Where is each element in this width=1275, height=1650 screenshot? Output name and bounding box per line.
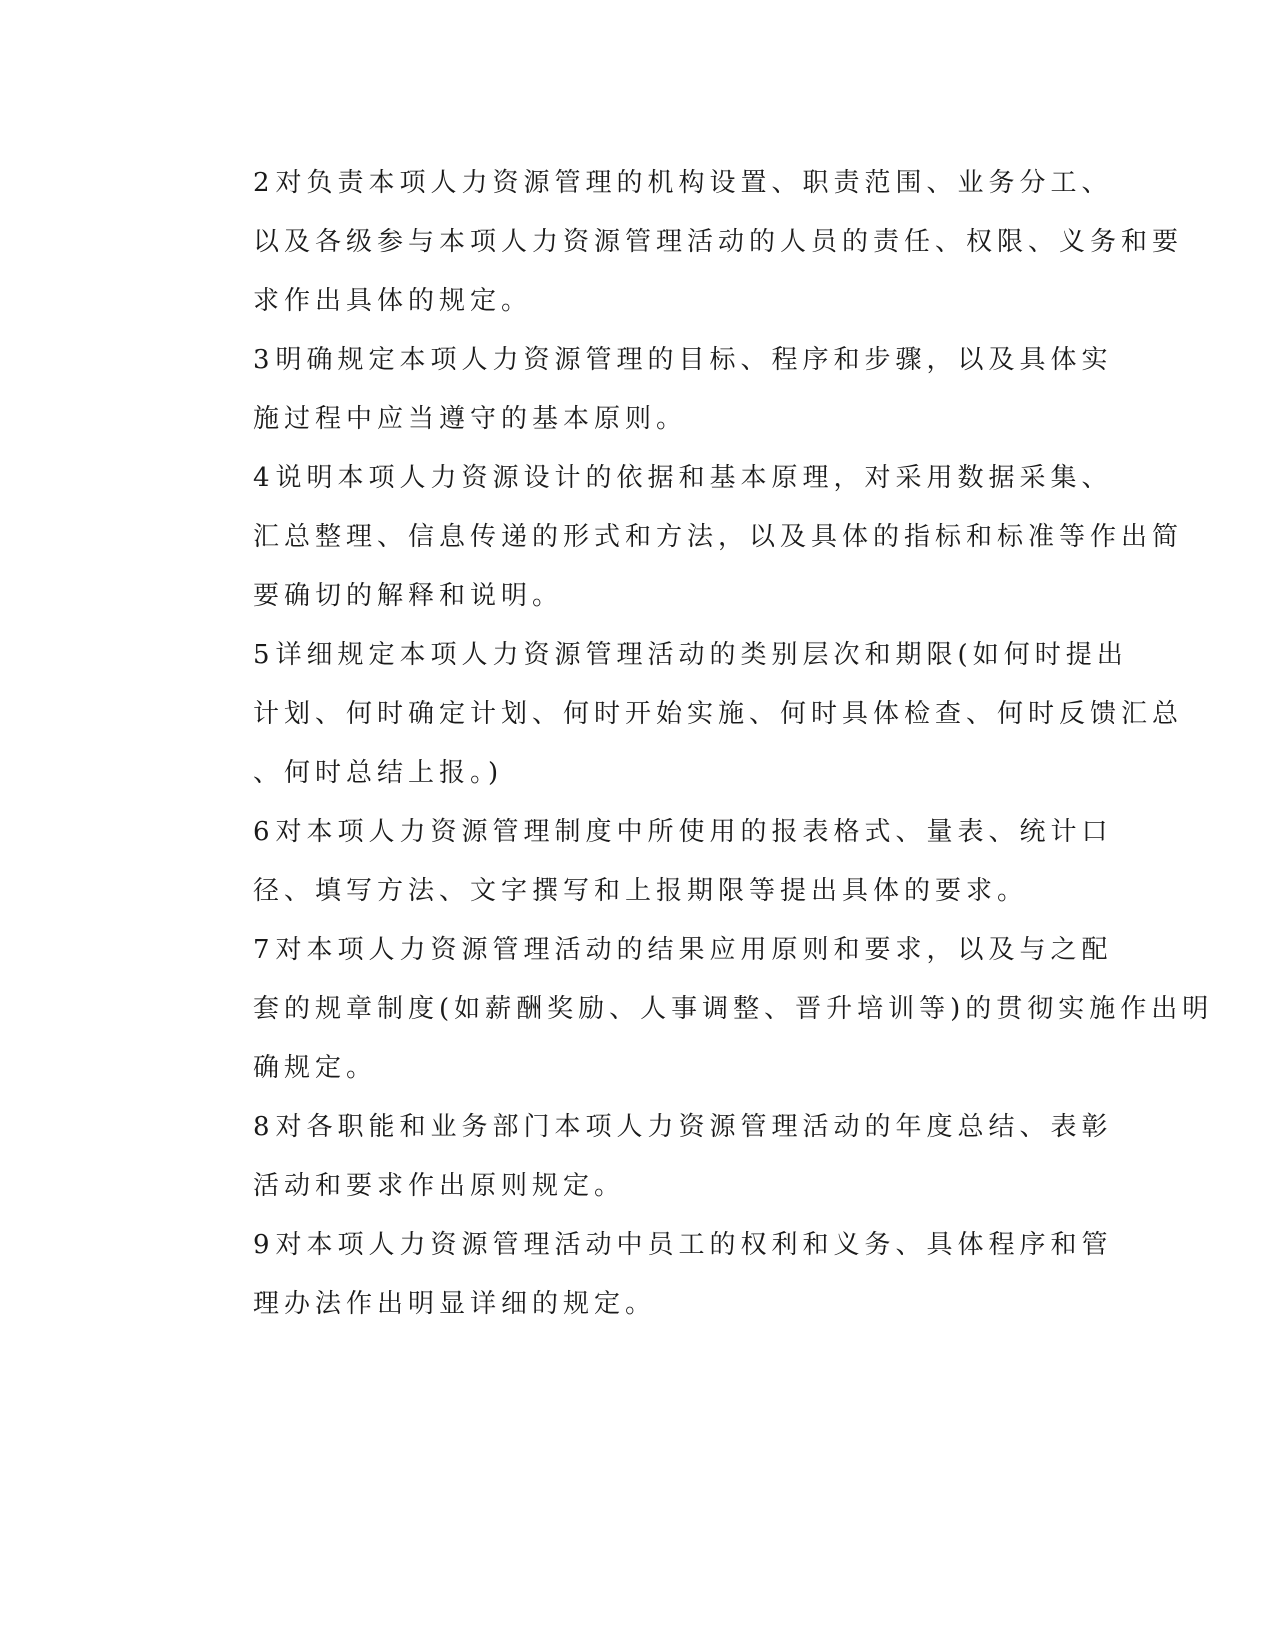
- item-number: 5: [253, 640, 270, 670]
- item-number: 8: [253, 1112, 270, 1142]
- item-number: 4: [253, 463, 270, 493]
- item-number: 6: [253, 817, 270, 847]
- paragraph-line: 施过程中应当遵守的基本原则。: [253, 404, 688, 434]
- paragraph-line: 确规定。: [253, 1053, 378, 1083]
- line-text: 对各职能和业务部门本项人力资源管理活动的年度总结、表彰: [275, 1112, 1113, 1142]
- line-text: 明确规定本项人力资源管理的目标、程序和步骤，以及具体实: [275, 345, 1113, 375]
- paragraph-line: 、何时总结上报。): [253, 758, 504, 788]
- paragraph-line: [183, 449, 1113, 508]
- paragraph-line: 以及各级参与本项人力资源管理活动的人员的责任、权限、义务和要: [253, 227, 1184, 257]
- paragraph-line: 计划、何时确定计划、何时开始实施、何时具体检查、何时反馈汇总: [253, 699, 1184, 729]
- line-text: 详细规定本项人力资源管理活动的类别层次和期限(如何时提出: [275, 640, 1128, 670]
- paragraph-item-9: [183, 1216, 1113, 1334]
- paragraph-line: [183, 626, 1128, 685]
- paragraph-line: 要确切的解释和说明。: [253, 581, 564, 611]
- paragraph-line: [183, 1216, 1113, 1275]
- paragraph-line: [183, 921, 1113, 980]
- paragraph-line: 求作出具体的规定。: [253, 286, 533, 316]
- line-text: 对本项人力资源管理活动的结果应用原则和要求，以及与之配: [275, 935, 1113, 965]
- paragraph-line: 套的规章制度(如薪酬奖励、人事调整、晋升培训等)的贯彻实施作出明: [253, 994, 1214, 1024]
- paragraph-item-8: [183, 1098, 1113, 1216]
- paragraph-line: 活动和要求作出原则规定。: [253, 1171, 626, 1201]
- document-body: [183, 154, 1214, 1334]
- paragraph-line: 理办法作出明显详细的规定。: [253, 1289, 657, 1319]
- paragraph-item-2: [183, 154, 1184, 331]
- paragraph-line: 汇总整理、信息传递的形式和方法，以及具体的指标和标准等作出简: [253, 522, 1184, 552]
- paragraph-line: 径、填写方法、文字撰写和上报期限等提出具体的要求。: [253, 876, 1029, 906]
- item-number: 2: [253, 168, 270, 198]
- line-text: 对负责本项人力资源管理的机构设置、职责范围、业务分工、: [275, 168, 1113, 198]
- item-number: 7: [253, 935, 270, 965]
- paragraph-line: [183, 154, 1113, 213]
- paragraph-line: [183, 1098, 1113, 1157]
- line-text: 说明本项人力资源设计的依据和基本原理，对采用数据采集、: [275, 463, 1113, 493]
- line-text: 对本项人力资源管理活动中员工的权利和义务、具体程序和管: [275, 1230, 1113, 1260]
- paragraph-line: [183, 803, 1113, 862]
- paragraph-item-6: [183, 803, 1113, 921]
- paragraph-item-7: [183, 921, 1214, 1098]
- paragraph-line: [183, 331, 1113, 390]
- item-number: 9: [253, 1230, 270, 1260]
- item-number: 3: [253, 345, 270, 375]
- paragraph-item-3: [183, 331, 1113, 449]
- paragraph-item-4: [183, 449, 1184, 626]
- line-text: 对本项人力资源管理制度中所使用的报表格式、量表、统计口: [275, 817, 1113, 847]
- paragraph-item-5: [183, 626, 1184, 803]
